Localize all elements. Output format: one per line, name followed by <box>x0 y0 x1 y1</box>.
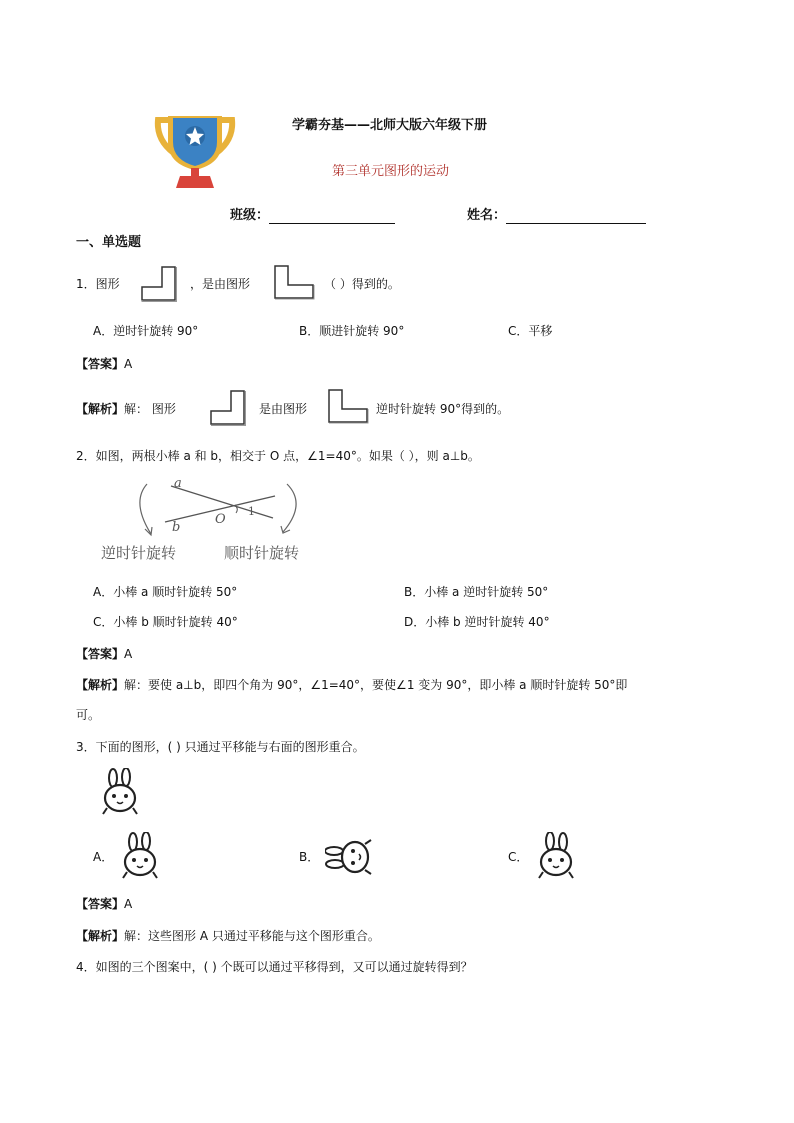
q2-option-b[interactable]: B．小棒 a 逆时针旋转 50° <box>404 585 549 599</box>
document-title: 学霸夯基——北师大版六年级下册 <box>292 118 488 133</box>
q1-option-c[interactable]: C．平移 <box>508 324 553 338</box>
analysis-label: 【解析】 <box>76 929 125 943</box>
trophy-logo <box>154 112 236 188</box>
q2-label-b: b <box>172 520 181 535</box>
name-blank[interactable] <box>506 209 646 224</box>
q1-stem-a: 1．图形 <box>76 277 120 291</box>
q1-stem-c: （ ）得到的。 <box>324 277 400 291</box>
answer-value: A <box>124 897 133 911</box>
q2-option-c[interactable]: C．小棒 b 顺时针旋转 40° <box>93 615 238 629</box>
q2-analysis <box>76 678 627 693</box>
answer-label: 【答案】 <box>76 357 125 371</box>
q3-option-b[interactable]: B． <box>299 850 320 864</box>
q2-label-o: O <box>215 512 226 527</box>
q1-analysis-c: 逆时针旋转 90°得到的。 <box>376 402 510 416</box>
q1-shape-l-rotated-icon <box>140 265 178 307</box>
name-field <box>467 208 646 224</box>
q2-label-cw: 顺时针旋转 <box>224 544 300 562</box>
q3-option-a[interactable]: A． <box>93 850 114 864</box>
q1-analysis-a <box>76 402 176 417</box>
q3-option-b-rabbit-icon <box>325 832 373 884</box>
analysis-label: 【解析】 <box>76 678 125 692</box>
q3-reference-rabbit-icon <box>99 768 143 820</box>
analysis-text: 解： 图形 <box>124 402 176 416</box>
analysis-text: 解：这些图形 A 只通过平移能与这个图形重合。 <box>124 929 380 943</box>
q1-option-b[interactable]: B．顺进针旋转 90° <box>299 324 405 338</box>
q2-figure <box>95 474 335 566</box>
q1-analysis-shape-original-icon <box>327 388 369 428</box>
answer-value: A <box>124 647 133 661</box>
q1-analysis-b: 是由图形 <box>259 402 308 416</box>
answer-label: 【答案】 <box>76 647 125 661</box>
q2-label-1: 1 <box>248 505 255 518</box>
q3-option-c-rabbit-icon <box>533 832 577 884</box>
analysis-label: 【解析】 <box>76 402 125 416</box>
section-heading: 一、单选题 <box>76 235 142 250</box>
analysis-text: 解：要使 a⊥b，即四个角为 90°，∠1=40°，要使∠1 变为 90°，即小棒 a 顺时针旋转 50°即 <box>124 678 628 692</box>
q1-shape-l-original-icon <box>273 264 315 304</box>
answer-label: 【答案】 <box>76 897 125 911</box>
answer-value: A <box>124 357 133 371</box>
q3-option-a-rabbit-icon <box>119 832 163 884</box>
class-label: 班级： <box>230 208 270 223</box>
q2-label-ccw: 逆时针旋转 <box>101 544 177 562</box>
q4-stem: 4．如图的三个图案中，( ) 个既可以通过平移得到，又可以通过旋转得到？ <box>76 960 473 974</box>
q3-option-c[interactable]: C． <box>508 850 529 864</box>
q3-stem: 3．下面的图形，( ) 只通过平移能与右面的图形重合。 <box>76 740 365 754</box>
q2-option-a[interactable]: A．小棒 a 顺时针旋转 50° <box>93 585 238 599</box>
class-field <box>230 208 395 224</box>
q2-label-a: a <box>174 476 182 491</box>
q1-stem-b: ，是由图形 <box>190 277 251 291</box>
q2-option-d[interactable]: D．小棒 b 逆时针旋转 40° <box>404 615 550 629</box>
q1-option-a[interactable]: A．逆时针旋转 90° <box>93 324 199 338</box>
q2-analysis-line2: 可。 <box>76 708 101 722</box>
name-label: 姓名： <box>467 208 507 223</box>
q3-analysis <box>76 929 380 944</box>
q2-stem: 2．如图，两根小棒 a 和 b，相交于 O 点，∠1=40°。如果（ ），则 a⊥b。 <box>76 449 480 463</box>
q1-answer <box>76 357 132 372</box>
q3-answer <box>76 897 132 912</box>
q2-answer <box>76 647 132 662</box>
unit-subtitle: 第三单元图形的运动 <box>332 164 450 179</box>
class-blank[interactable] <box>269 209 395 224</box>
q1-analysis-shape-rotated-icon <box>209 389 247 431</box>
